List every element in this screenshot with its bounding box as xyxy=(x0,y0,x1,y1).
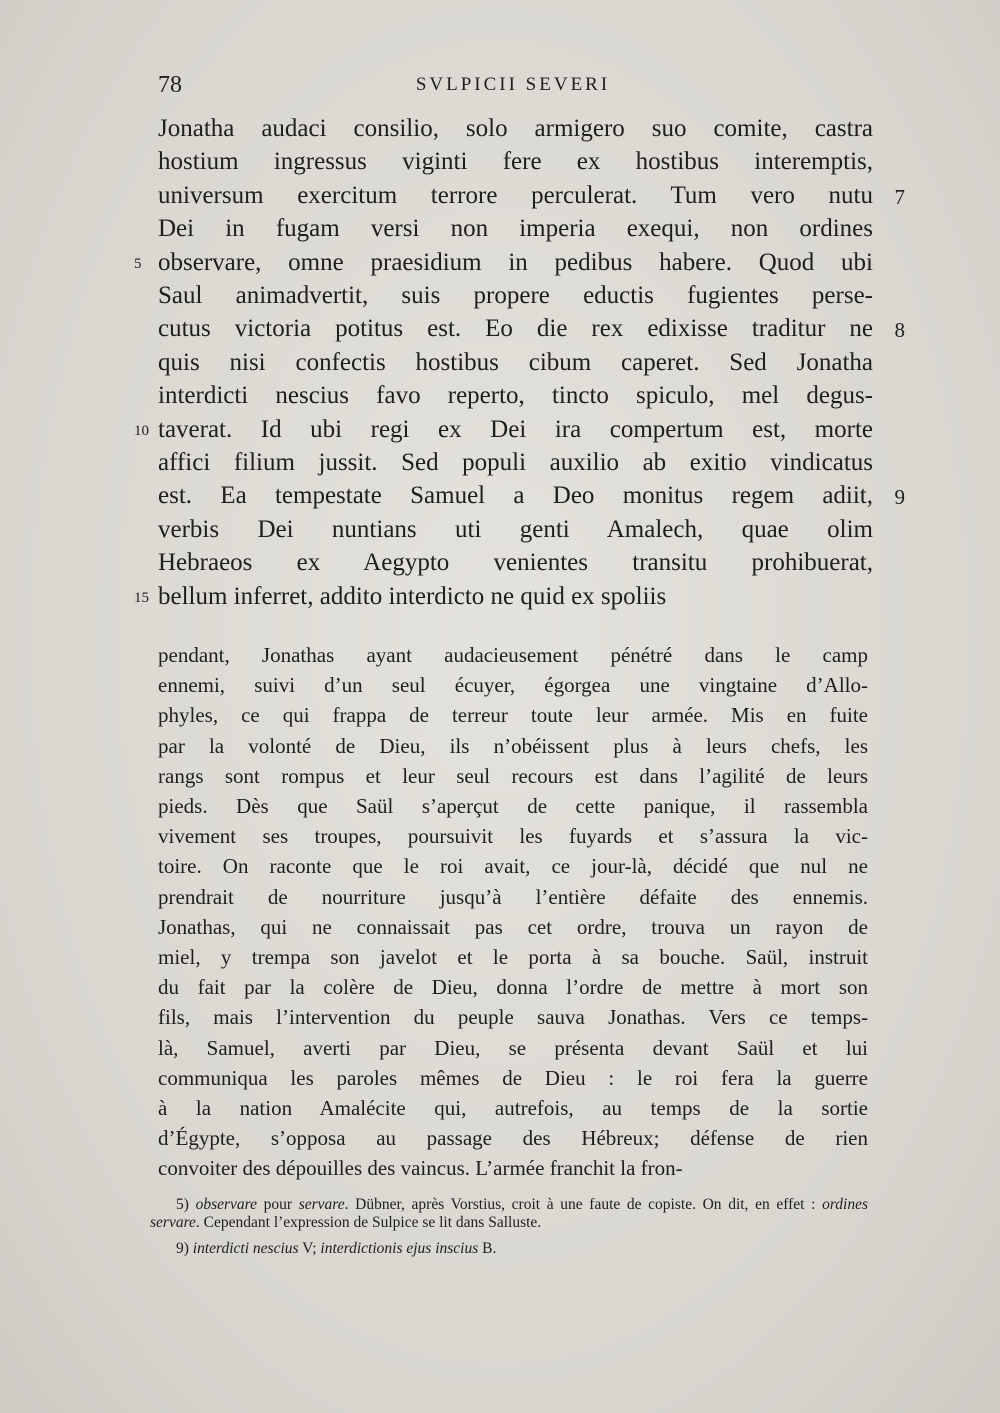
french-line: d’Égypte, s’opposa au passage des Hébreux; défense de rien xyxy=(158,1126,868,1151)
latin-line xyxy=(134,580,873,613)
latin-line-text: est. Ea tempestate Samuel a Deo monitus regem adiit, xyxy=(158,482,873,510)
footnote-italic: servare xyxy=(298,1196,345,1213)
french-line: phyles, ce qui frappa de terreur toute leur armée. Mis en fuite xyxy=(158,703,868,728)
page-number: 78 xyxy=(158,72,182,98)
footnote-text: B. xyxy=(478,1240,497,1257)
footnote-text: V; xyxy=(298,1240,321,1257)
french-line: à la nation Amalécite qui, autrefois, au temps de la sortie xyxy=(158,1096,868,1121)
french-line: Jonathas, qui ne connaissait pas cet ordre, trouva un rayon de xyxy=(158,914,868,939)
footnote-italic: ordines servare xyxy=(150,1196,869,1231)
footnote-text: . Dübner, après Vorstius, croit à une faute de copiste. On dit, en effet : xyxy=(344,1196,823,1213)
french-translation xyxy=(158,640,868,1184)
latin-line-text: hostium ingressus viginti fere ex hostibus interemptis, xyxy=(158,148,873,176)
line-number: 15 xyxy=(134,589,149,606)
french-line: communiqua les paroles mêmes de Dieu : le roi fera la guerre xyxy=(158,1065,868,1090)
latin-line-text: Hebraeos ex Aegypto venientes transitu prohibuerat, xyxy=(158,549,873,577)
latin-line-text: Jonatha audaci consilio, solo armigero suo comite, castra xyxy=(158,115,873,142)
french-line: ennemi, suivi d’un seul écuyer, égorgea une vingtaine d’Allo- xyxy=(158,673,868,698)
latin-line-text: observare, omne praesidium in pedibus habere. Quod ubi xyxy=(158,248,873,276)
footnote-5 xyxy=(150,1196,868,1232)
french-line: pieds. Dès que Saül s’aperçut de cette panique, il rassembla xyxy=(158,794,868,819)
latin-line xyxy=(158,145,873,178)
footnote-number: 5) xyxy=(176,1196,189,1213)
latin-line-text: universum exercitum terrore perculerat. Tum vero nutu xyxy=(158,181,873,209)
latin-line-text: bellum inferret, addito interdicto ne quid ex spoliis xyxy=(158,582,667,610)
latin-line xyxy=(158,546,873,579)
footnote-italic: interdictionis ejus inscius xyxy=(320,1240,479,1257)
french-line: du fait par la colère de Dieu, donna l’ordre de mettre à mort son xyxy=(158,975,868,1000)
latin-line xyxy=(158,212,873,245)
latin-line xyxy=(158,446,873,479)
latin-line-text: affici filium jussit. Sed populi auxilio ab exitio vindicatus xyxy=(158,449,873,477)
french-line: là, Samuel, averti par Dieu, se présenta devant Saül et lui xyxy=(158,1035,868,1060)
latin-line xyxy=(158,513,873,546)
footnote-italic: observare xyxy=(195,1196,257,1213)
latin-line xyxy=(134,413,873,446)
section-number: 8 xyxy=(894,318,905,343)
footnote-number: 9) xyxy=(176,1240,189,1257)
latin-line xyxy=(158,379,873,412)
footnote-9 xyxy=(150,1240,868,1258)
running-title: SVLPICII SEVERI xyxy=(415,74,611,95)
latin-line-text: taverat. Id ubi regi ex Dei ira compertum est, morte xyxy=(158,415,873,443)
french-line: toire. On raconte que le roi avait, ce jour-là, décidé que nul ne xyxy=(158,854,868,879)
latin-line-text: Dei in fugam versi non imperia exequi, non ordines xyxy=(158,215,873,243)
french-line: miel, y trempa son javelot et le porta à sa bouche. Saül, instruit xyxy=(158,945,868,970)
latin-line xyxy=(158,279,873,312)
latin-line-text: interdicti nescius favo reperto, tincto spiculo, mel degus- xyxy=(158,382,873,410)
latin-line-text: quis nisi confectis hostibus cibum caperet. Sed Jonatha xyxy=(158,348,873,376)
french-line: convoiter des dépouilles des vaincus. L’armée franchit la fron- xyxy=(158,1156,683,1181)
latin-line xyxy=(158,312,905,345)
latin-line xyxy=(158,179,905,212)
french-line: fils, mais l’intervention du peuple sauva Jonathas. Vers ce temps- xyxy=(158,1005,868,1030)
line-number: 10 xyxy=(134,422,149,439)
latin-line xyxy=(134,246,873,279)
page-header xyxy=(158,72,868,102)
latin-text xyxy=(134,112,905,613)
section-number: 7 xyxy=(894,184,905,209)
latin-line-text: verbis Dei nuntians uti genti Amalech, quae olim xyxy=(158,515,873,543)
footnote-italic: interdicti nescius xyxy=(192,1240,299,1257)
french-line: rangs sont rompus et leur seul recours est dans l’agilité de leurs xyxy=(158,763,868,788)
latin-line xyxy=(158,112,873,145)
section-number: 9 xyxy=(894,485,905,510)
latin-line-text: cutus victoria potitus est. Eo die rex edixisse traditur ne xyxy=(158,315,873,343)
footnote-text: . Cependant l’expression de Sulpice se lit dans Salluste. xyxy=(195,1214,542,1231)
french-line: par la volonté de Dieu, ils n’obéissent plus à leurs chefs, les xyxy=(158,733,868,758)
french-line: pendant, Jonathas ayant audacieusement pénétré dans le camp xyxy=(158,643,868,667)
latin-line xyxy=(158,479,905,512)
footnote-text: pour xyxy=(257,1196,299,1213)
french-line: vivement ses troupes, poursuivit les fuyards et s’assura la vic- xyxy=(158,824,868,849)
french-line: prendrait de nourriture jusqu’à l’entière défaite des ennemis. xyxy=(158,884,868,909)
line-number: 5 xyxy=(134,255,142,272)
latin-line-text: Saul animadvertit, suis propere eductis fugientes perse- xyxy=(158,282,873,310)
footnotes xyxy=(150,1196,868,1266)
latin-line xyxy=(158,346,873,379)
